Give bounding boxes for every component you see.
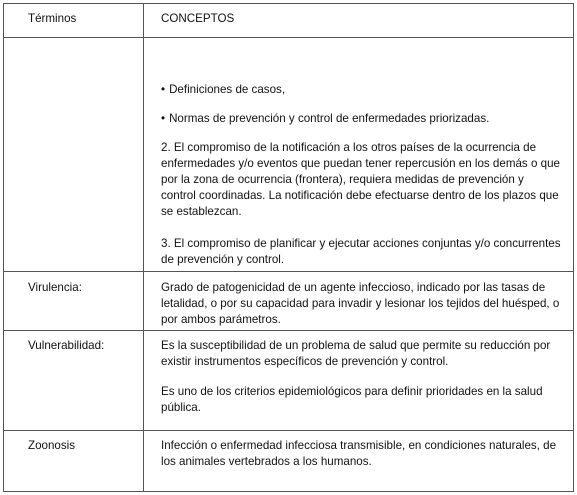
term-cell: Virulencia: — [28, 281, 82, 294]
concept-paragraph: Es uno de los criterios epidemiológicos para definir prioridades en la salud pública. — [161, 385, 543, 414]
term-cell: Vulnerabilidad: — [28, 339, 105, 352]
concept-paragraph: Infección o enfermedad infecciosa transmisible, en condiciones naturales, de los animales vertebrados a los humanos. — [161, 439, 557, 468]
term-cell: Zoonosis — [28, 439, 76, 452]
table-row — [4, 431, 573, 493]
table-row — [4, 272, 573, 331]
concept-paragraph: Es la susceptibilidad de un problema de salud que permite su reducción por existir instrumentos específicos de prevención y control. — [161, 339, 551, 368]
table-row-continued — [4, 38, 573, 272]
glossary-table — [3, 3, 574, 492]
table-row — [4, 331, 573, 431]
concept-paragraph: Grado de patogenicidad de un agente infeccioso, indicado por las tasas de letalidad, o por su capacidad para invadir y lesionar los tejidos del huésped, o por ambos parámetros. — [161, 281, 560, 326]
terms-column-header: Términos — [28, 12, 77, 25]
table-header-row — [4, 4, 573, 38]
concept-cell — [161, 338, 561, 416]
concepts-column-header: CONCEPTOS — [161, 12, 235, 25]
concept-cell — [161, 280, 561, 328]
list-item: • Definiciones de casos, — [161, 82, 561, 98]
numbered-paragraph: 2. El compromiso de la notificación a los otros países de la ocurrencia de enfermedades y/o eventos que puedan tener repercusión en los demás o que por la zona de ocurrencia (frontera), requiera medidas de prevención y control coordinadas. La notificación debe efectuarse dentro de los plazos que se establezcan. — [161, 141, 560, 218]
concept-cell — [161, 438, 561, 470]
list-item: • Normas de prevención y control de enfermedades priorizadas. — [161, 111, 561, 127]
continued-concept-cell — [161, 82, 561, 268]
numbered-paragraph: 3. El compromiso de planificar y ejecutar acciones conjuntas y/o concurrentes de prevención y control. — [161, 237, 561, 266]
